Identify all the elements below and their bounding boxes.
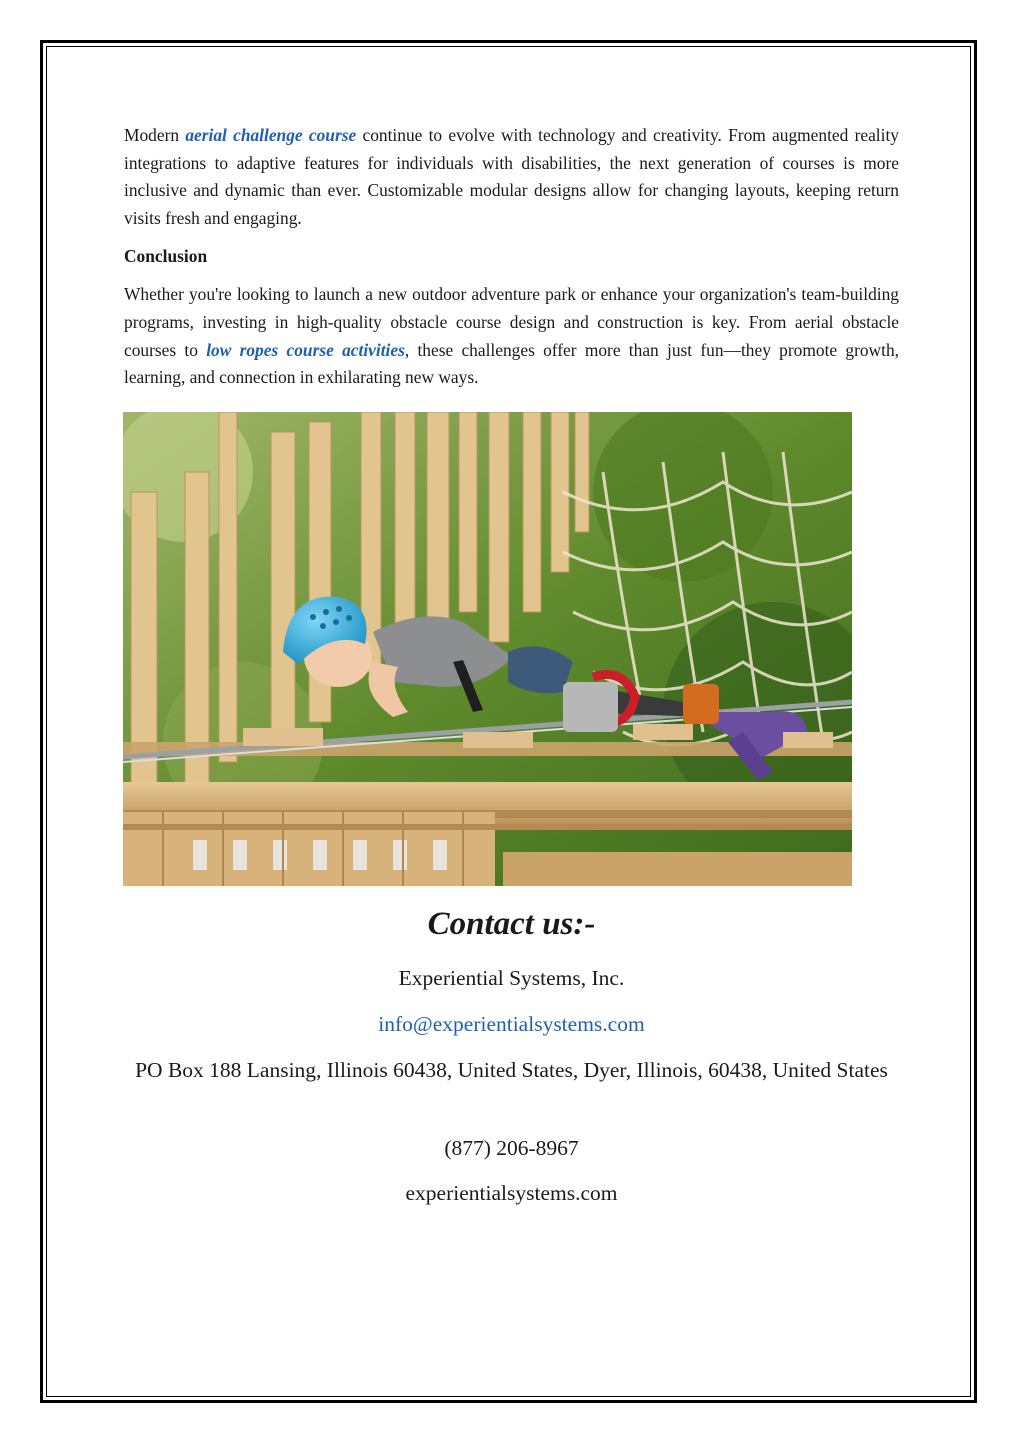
intro-text-end: continue to evolve with technology and creativity. From augmented reality integrations to adaptive features for individuals with disabilities, the next generation of courses is more inclusive and dynamic than ever. Customizable modular designs allow for changing layouts, keeping return visits fresh and engaging. (124, 125, 899, 228)
website-link[interactable]: experientialsystems.com (405, 1181, 618, 1205)
company-name: Experiential Systems, Inc. (398, 966, 625, 990)
article-body (124, 122, 899, 392)
contact-title: Contact us:- (427, 906, 596, 942)
conclusion-heading: Conclusion (124, 246, 208, 267)
conclusion-text-start: Whether you're looking to launch a new outdoor adventure park or enhance your organization's team-building programs, investing in high-quality obstacle course design and construction is key. From aerial obstacle courses to (124, 284, 899, 360)
low-ropes-course-activities-link[interactable]: low ropes course activities (206, 339, 405, 360)
phone-number: (877) 206-8967 (444, 1136, 579, 1160)
conclusion-paragraph (124, 281, 899, 391)
aerial-challenge-course-link[interactable]: aerial challenge course (185, 125, 357, 145)
email-link[interactable]: info@experientialsystems.com (378, 1012, 645, 1036)
intro-text-start: Modern (124, 125, 186, 145)
intro-paragraph (124, 122, 899, 232)
ropes-course-photo (123, 412, 852, 886)
conclusion-text-end: , these challenges offer more than just fun—they promote growth, learning, and connection in exhilarating new ways. (124, 339, 899, 388)
postal-address: PO Box 188 Lansing, Illinois 60438, United States, Dyer, Illinois, 60438, United States (135, 1058, 888, 1082)
